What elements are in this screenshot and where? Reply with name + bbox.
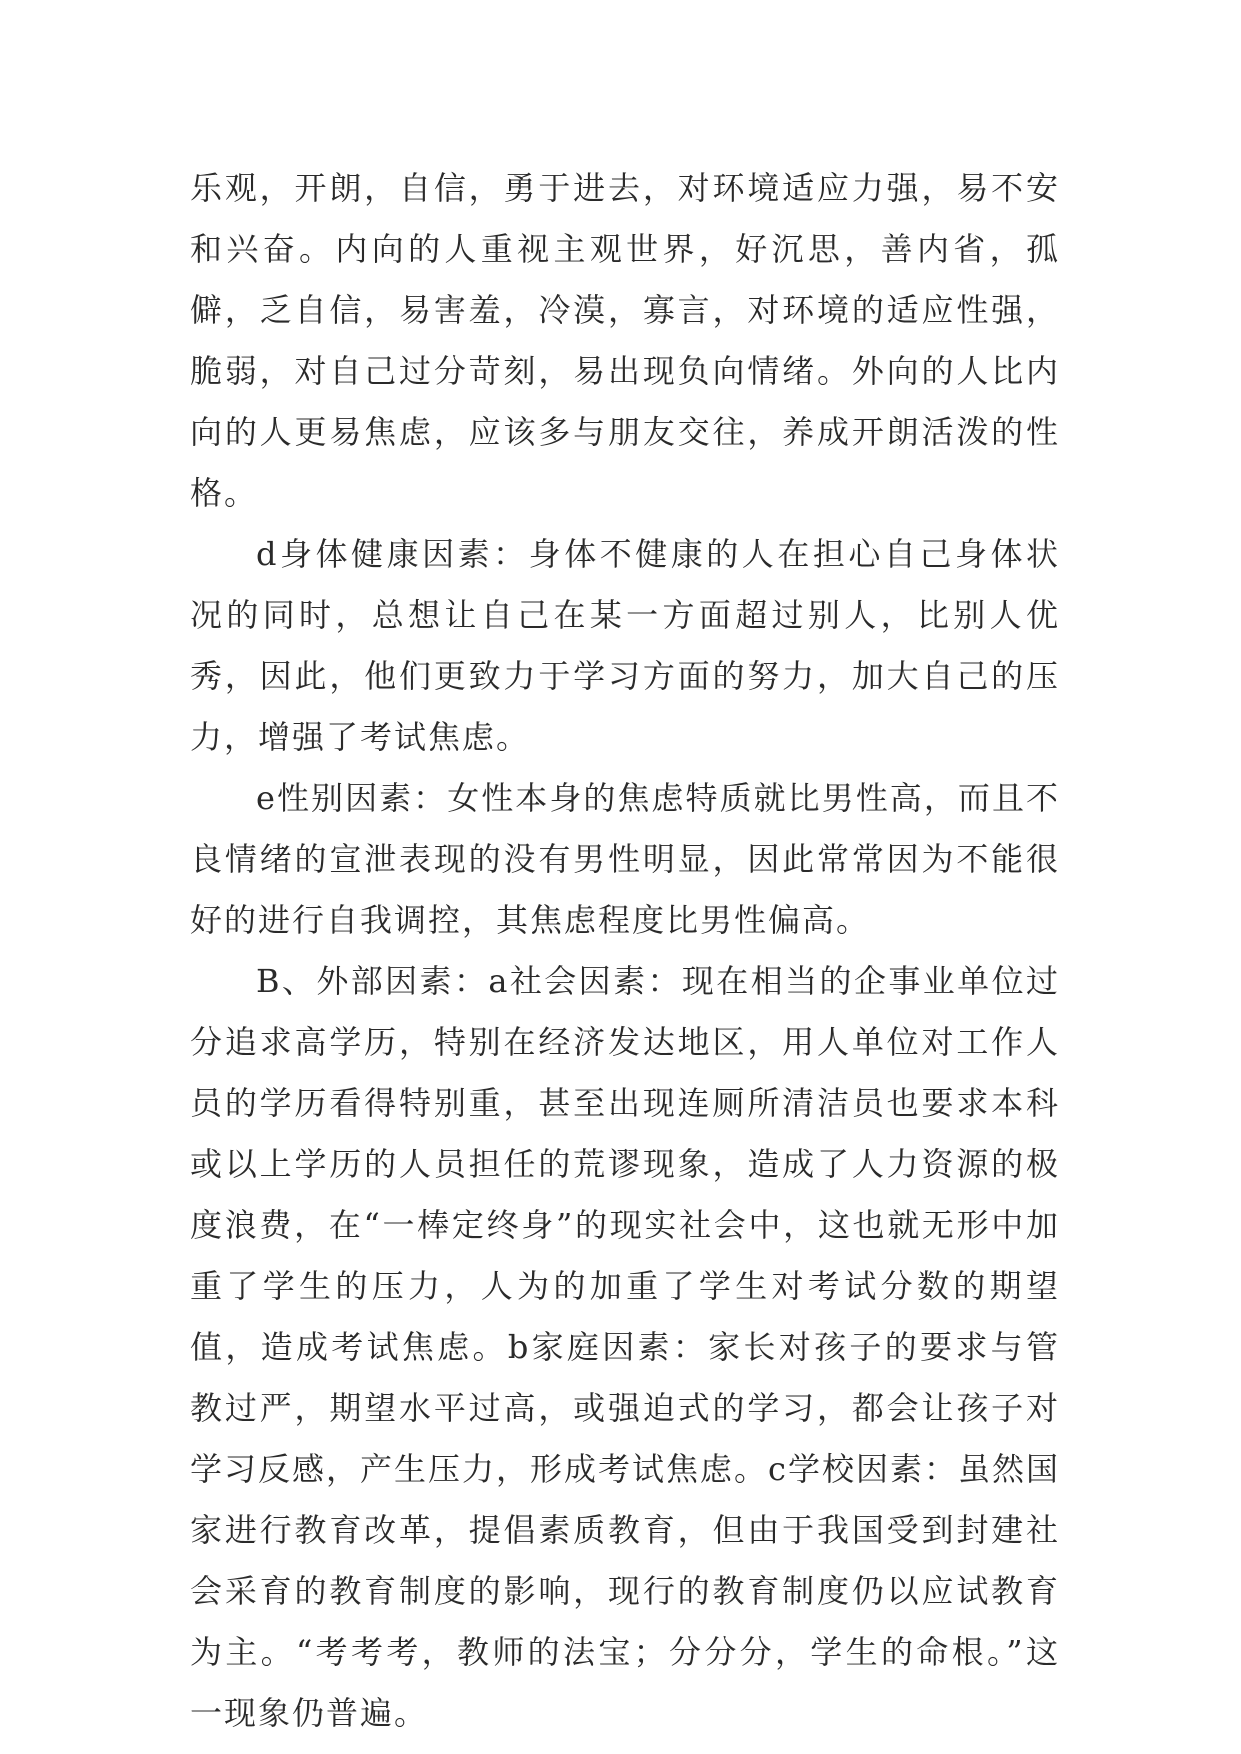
paragraph-gender-factor: e性别因素：女性本身的焦虑特质就比男性高，而且不良情绪的宣泄表现的没有男性明显，因此常常因为不能很好的进行自我调控，其焦虑程度比男性偏高。: [190, 779, 1060, 939]
paragraph-physical-health-factor: d身体健康因素：身体不健康的人在担心自己身体状况的同时，总想让自己在某一方面超过别人，比别人优秀，因此，他们更致力于学习方面的努力，加大自己的压力，增强了考试焦虑。: [190, 535, 1060, 756]
paragraph-external-factors: B、外部因素：a社会因素：现在相当的企事业单位过分追求高学历，特别在经济发达地区，用人单位对工作人员的学历看得特别重，甚至出现连厕所清洁员也要求本科或以上学历的人员担任的荒谬现象，造成了人力资源的极度浪费，在“一棒定终身”的现实社会中，这也就无形中加重了学生的压力，人为的加重了学生对考试分数的期望值，造成考试焦虑。b家庭因素：家长对孩子的要求与管教过严，期望水平过高，或强迫式的学习，都会让孩子对学习反感，产生压力，形成考试焦虑。c学校因素：虽然国家进行教育改革，提倡素质教育，但由于我国受到封建社会采育的教育制度的影响，现行的教育制度仍以应试教育为主。“考考考，教师的法宝；分分分，学生的命根。”这一现象仍普遍。: [190, 962, 1060, 1732]
document-body: [190, 158, 1060, 1744]
paragraph-personality-continued: 乐观，开朗，自信，勇于进去，对环境适应力强，易不安和兴奋。内向的人重视主观世界，好沉思，善内省，孤僻，乏自信，易害羞，冷漠，寡言，对环境的适应性强，脆弱，对自己过分苛刻，易出现负向情绪。外向的人比内向的人更易焦虑，应该多与朋友交往，养成开朗活泼的性格。: [190, 169, 1060, 512]
